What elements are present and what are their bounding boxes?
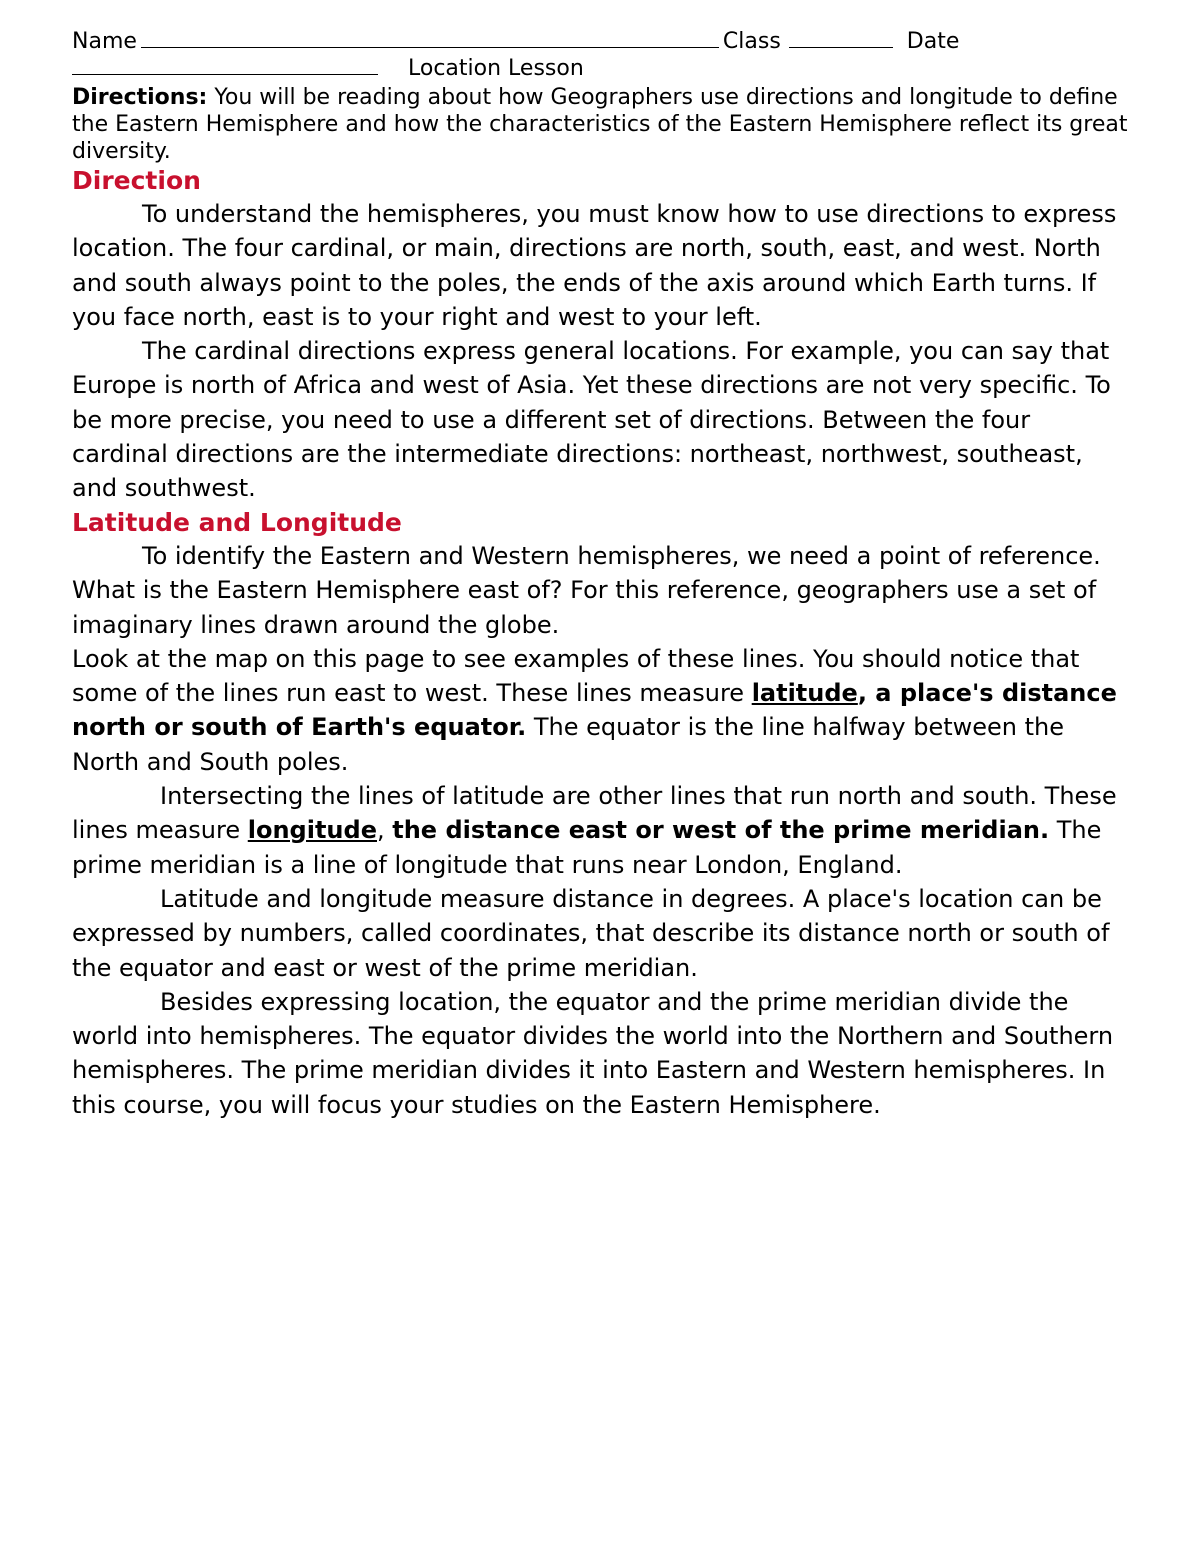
text-run: The equator is the line halfway between the North and South poles.: [72, 713, 1065, 776]
directions-text: You will be reading about how Geographers use directions and longitude to define the Eastern Hemisphere and how the characteristics of the Eastern Hemisphere reflect its great diversity.: [72, 85, 1128, 164]
section-latlong-body: [72, 539, 1132, 1122]
class-blank: [789, 29, 893, 48]
paragraph: To understand the hemispheres, you must know how to use directions to express location. The four cardinal, or main, directions are north, south, east, and west. North and south always point to the poles, the ends of the axis around which Earth turns. If you face north, east is to your right and west to your left.: [72, 200, 1117, 331]
name-label: Name: [72, 29, 137, 54]
date-blank: [72, 56, 378, 75]
term-latitude: latitude: [751, 679, 858, 708]
paragraph: The cardinal directions express general locations. For example, you can say that Europe is north of Africa and west of Asia. Yet these directions are not very specific. To be more precise, you need to use a different set of directions. Between the four cardinal directions are the intermediate directions: northeast, northwest, southeast, and southwest.: [72, 337, 1111, 503]
heading-latitude-longitude: Latitude and Longitude: [72, 508, 402, 537]
definition-latitude: , a place's distance north or south of Earth's equator.: [72, 679, 1117, 742]
paragraph-longitude: [72, 779, 1132, 882]
paragraph: Latitude and longitude measure distance in degrees. A place's location can be expressed by numbers, called coordinates, that describe its distance north or south of the equator and east or west of the prime meridian.: [72, 884, 1110, 982]
section-direction-body: [72, 197, 1132, 506]
text-run: The prime meridian is a line of longitude that runs near London, England.: [72, 816, 1102, 879]
directions-label: Directions:: [72, 85, 208, 110]
name-blank: [141, 29, 719, 48]
paragraph-latitude: [72, 642, 1132, 779]
paragraph: To identify the Eastern and Western hemispheres, we need a point of reference. What is the Eastern Hemisphere east of? For this reference, geographers use a set of imaginary lines drawn around the globe.: [72, 542, 1101, 639]
definition-longitude: the distance east or west of the prime meridian.: [392, 816, 1050, 845]
date-label: Date: [906, 29, 960, 54]
text-run: Intersecting the lines of latitude are other lines that run north and south. These lines measure: [72, 782, 1117, 845]
term-longitude: longitude: [247, 816, 377, 845]
class-label: Class: [722, 29, 781, 54]
paragraph: Besides expressing location, the equator and the prime meridian divide the world into hemispheres. The equator divides the world into the Northern and Southern hemispheres. The prime meridian divides it into Eastern and Western hemispheres. In this course, you will focus your studies on the Eastern Hemisphere.: [72, 987, 1114, 1119]
heading-direction: Direction: [72, 166, 201, 195]
directions-paragraph: [72, 84, 1132, 165]
header-fields: [72, 28, 1132, 56]
lesson-title: Location Lesson: [408, 56, 584, 81]
text-run: Look at the map on this page to see examples of these lines. You should notice that some of the lines run east to west. These lines measure: [72, 644, 1080, 708]
text-run: ,: [376, 816, 393, 845]
title-line: [72, 56, 1132, 82]
